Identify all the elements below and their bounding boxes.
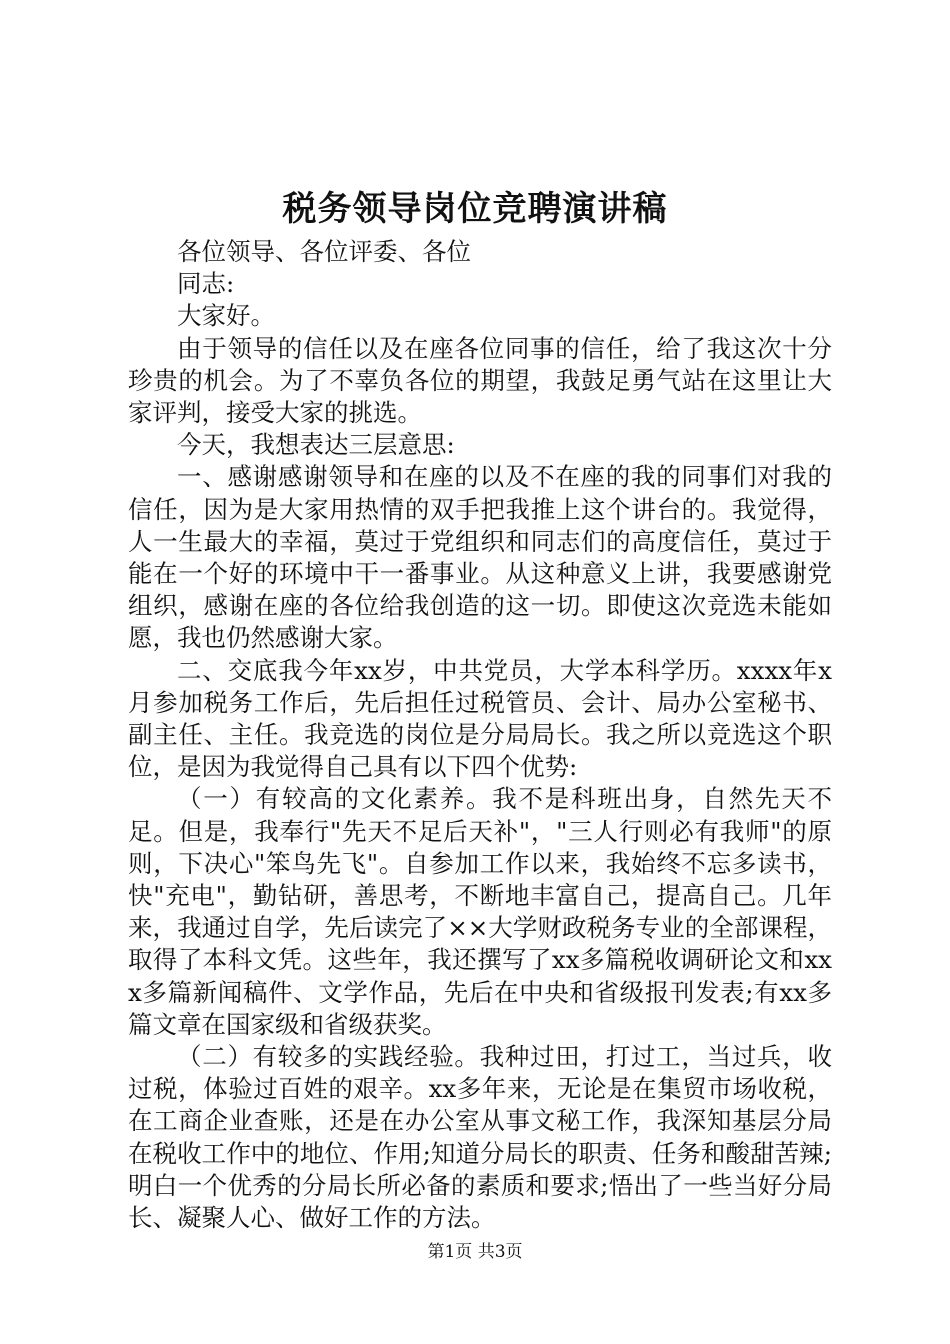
paragraph-thanks: 一、感谢感谢领导和在座的以及不在座的我的同事们对我的信任，因为是大家用热情的双手把我推上这个讲台的。我觉得，人一生最大的幸福，莫过于党组织和同志们的高度信任，莫过于能在一个好的环境中干一番事业。从这种意义上讲，我要感谢党组织，感谢在座的各位给我创造的这一切。即使这次竞选未能如愿，我也仍然感谢大家。 — [128, 462, 832, 653]
paragraph-greeting: 大家好。 — [177, 301, 275, 331]
paragraph-outline: 今天，我想表达三层意思: — [177, 430, 455, 460]
paragraph-salutation-cont: 同志: — [177, 269, 235, 299]
paragraph-advantage-2: （二）有较多的实践经验。我种过田，打过工，当过兵，收过税，体验过百姓的艰辛。xx多年来，无论是在集贸市场收税，在工商企业查账，还是在办公室从事文秘工作，我深知基层分局在税收工作中的地位、作用;知道分局长的职责、任务和酸甜苦辣;明白一个优秀的分局长所必备的素质和要求;悟出了一些当好分局长、凝聚人心、做好工作的方法。 — [128, 1042, 832, 1233]
document-body — [128, 236, 832, 1234]
document-title: 税务领导岗位竞聘演讲稿 — [282, 189, 668, 229]
paragraph-salutation: 各位领导、各位评委、各位 — [177, 237, 471, 266]
paragraph-background: 二、交底我今年xx岁，中共党员，大学本科学历。xxxx年x月参加税务工作后，先后担任过税管员、会计、局办公室秘书、副主任、主任。我竞选的岗位是分局局长。我之所以竞选这个职位，是因为我觉得自己具有以下四个优势: — [128, 655, 832, 782]
paragraph-intro: 由于领导的信任以及在座各位同事的信任，给了我这次十分珍贵的机会。为了不辜负各位的期望，我鼓足勇气站在这里让大家评判，接受大家的挑选。 — [128, 333, 832, 428]
page-footer: 第1页 共3页 — [427, 1242, 523, 1262]
paragraph-advantage-1: （一）有较高的文化素养。我不是科班出身，自然先天不足。但是，我奉行"先天不足后天补"，"三人行则必有我师"的原则，下决心"笨鸟先飞"。自参加工作以来，我始终不忘多读书，快"充电"，勤钻研，善思考，不断地丰富自己，提高自己。几年来，我通过自学，先后读完了××大学财政税务专业的全部课程，取得了本科文凭。这些年，我还撰写了xx多篇税收调研论文和xxx多篇新闻稿件、文学作品，先后在中央和省级报刊发表;有xx多篇文章在国家级和省级获奖。 — [128, 784, 832, 1039]
